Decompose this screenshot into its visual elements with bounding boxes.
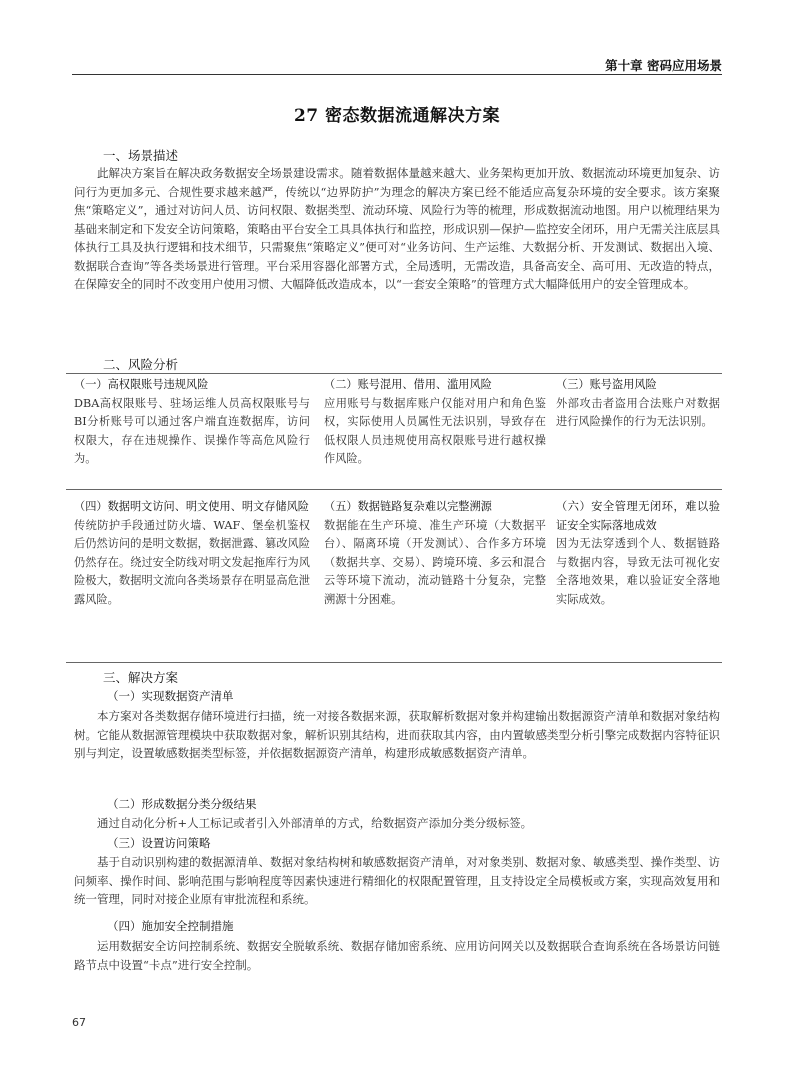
solution-paragraph-4: 运用数据安全访问控制系统、数据安全脱敏系统、数据存储加密系统、应用访问网关以及数据联合查询系统在各场景访问链路节点中设置“卡点”进行安全控制。 <box>74 939 720 972</box>
risk-cell-6 <box>556 498 720 609</box>
risk-cell-heading: （五）数据链路复杂难以完整溯源 <box>324 500 492 513</box>
solution-subheading-4: （四）施加安全控制措施 <box>107 919 234 933</box>
risk-cell-text: 因为无法穿透到个人、数据链路与数据内容，导致无法可视化安全落地效果，难以验证安全落地实际成效。 <box>556 537 720 606</box>
solution-subheading-1: （一）实现数据资产清单 <box>107 689 234 703</box>
solution-paragraph-2: 通过自动化分析+人工标记或者引入外部清单的方式，给数据资产添加分类分级标签。 <box>97 816 533 830</box>
solution-paragraph-1: 本方案对各类数据存储环境进行扫描，统一对接各数据来源，获取解析数据对象并构建输出数据源资产清单和数据对象结构树。它能从数据源管理模块中获取数据对象，解析识别其结构，进而获取其内容，由内置敏感类型分析引擎完成数据内容特征识别与判定，设置敏感数据类型标签，并依据数据源资产清单，构建形成敏感数据资产清单。 <box>74 709 720 760</box>
risk-cell-text: 传统防护手段通过防火墙、WAF、堡垒机鉴权后仍然访问的是明文数据，数据泄露、篡改风险仍然存在。绕过安全防线对明文发起拖库行为风险极大，数据明文流向各类场景存在明显高危泄露风险。 <box>74 518 310 606</box>
section-heading-risk: 二、风险分析 <box>103 357 179 372</box>
risk-cell-4 <box>74 498 310 609</box>
risk-cell-text: 数据能在生产环境、准生产环境（大数据平台）、隔离环境（开发测试）、合作多方环境（数据共享、交易）、跨境环境、多云和混合云等环境下流动，流动链路十分复杂，完整溯源十分困难。 <box>324 518 546 606</box>
risk-cell-heading: （三）账号盗用风险 <box>556 378 657 391</box>
risk-cell-text: DBA高权限账号、驻场运维人员高权限账号与BI分析账号可以通过客户端直连数据库，访问权限大，存在违规操作、误操作等高危风险行为。 <box>74 396 310 465</box>
risk-cell-text: 外部攻击者盗用合法账户对数据进行风险操作的行为无法识别。 <box>556 396 720 428</box>
solution-subheading-2: （二）形成数据分类分级结果 <box>107 797 257 811</box>
scenario-paragraph: 此解决方案旨在解决政务数据安全场景建设需求。随着数据体量越来越大、业务架构更加开放、数据流动环境更加复杂、访问行为更加多元、合规性要求越来越严，传统以“边界防护”为理念的解决方案已经不能适应高复杂环境的安全要求。该方案聚焦“策略定义”，通过对访问人员、访问权限、数据类型、流动环境、风险行为等的梳理，形成数据流动地图。用户以梳理结果为基础来制定和下发安全访问策略，策略由平台安全工具具体执行和监控，形成识别—保护—监控安全闭环，用户无需关注底层具体执行工具及执行逻辑和技术细节，只需聚焦“策略定义”便可对“业务访问、生产运维、大数据分析、开发测试、数据出入境、数据联合查询”等各类场景进行管理。平台采用容器化部署方式，全局透明，无需改造，具备高安全、高可用、无改造的特点，在保障安全的同时不改变用户使用习惯、大幅降低改造成本，以“一套安全策略”的管理方式大幅降低用户的安全管理成本。 <box>74 166 720 291</box>
risk-table-bottom-rule <box>66 662 722 663</box>
section-heading-solution: 三、解决方案 <box>103 670 179 685</box>
section-heading-scenario: 一、场景描述 <box>103 148 179 163</box>
risk-cell-3 <box>556 376 720 432</box>
risk-cell-1 <box>74 376 310 469</box>
chapter-title: 第十章 密码应用场景 <box>605 58 722 73</box>
risk-cell-5 <box>324 498 546 609</box>
risk-cell-heading: （六）安全管理无闭环，难以验证安全实际落地成效 <box>556 500 720 532</box>
risk-table-middle-rule <box>66 489 722 490</box>
solution-subheading-3: （三）设置访问策略 <box>107 836 211 850</box>
risk-cell-2 <box>324 376 546 469</box>
running-header <box>72 50 722 75</box>
risk-cell-heading: （四）数据明文访问、明文使用、明文存储风险 <box>74 500 309 513</box>
risk-table-top-rule <box>66 373 722 374</box>
risk-cell-heading: （二）账号混用、借用、滥用风险 <box>324 378 492 391</box>
risk-cell-text: 应用账号与数据库账户仅能对用户和角色鉴权，实际使用人员属性无法识别，导致存在低权限人员违规使用高权限账号进行越权操作风险。 <box>324 396 546 465</box>
risk-cell-heading: （一）高权限账号违规风险 <box>74 378 209 391</box>
page-number: 67 <box>72 1016 86 1029</box>
page-title: 27 密态数据流通解决方案 <box>293 106 501 126</box>
solution-paragraph-3: 基于自动识别构建的数据源清单、数据对象结构树和敏感数据资产清单，对对象类别、数据对象、敏感类型、操作类型、访问频率、操作时间、影响范围与影响程度等因素快速进行精细化的权限配置管理，且支持设定全局模板或方案，实现高效复用和统一管理，同时对接企业原有审批流程和系统。 <box>74 855 720 906</box>
